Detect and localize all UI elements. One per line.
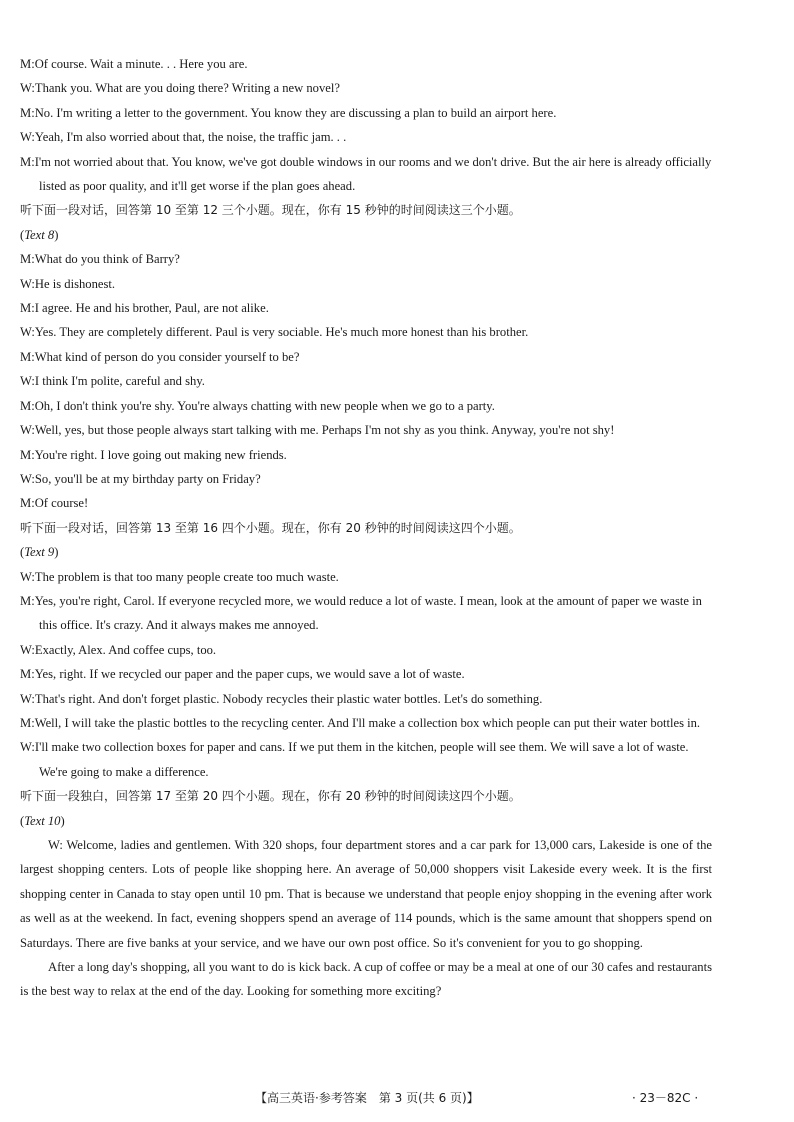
dialogue-line: M:Well, I will take the plastic bottles to the recycling center. And I'll make a collection box which people can put their water bottles in. (20, 715, 701, 730)
speaker-label: M (20, 398, 32, 413)
dialogue-text: Of course. Wait a minute. . . Here you are. (34, 57, 248, 71)
speaker-label: W (20, 740, 32, 755)
speaker-label: M (20, 57, 32, 71)
speaker-label: W (20, 325, 32, 340)
dialogue-text: Yeah, I'm also worried about that, the noise, the traffic jam. . . (34, 130, 347, 145)
dialogue-line: W:I think I'm polite, careful and shy. (20, 374, 205, 389)
dialogue-text: Yes, right. If we recycled our paper and the paper cups, we would save a lot of waste. (34, 667, 465, 682)
dialogue-text: I think I'm polite, careful and shy. (34, 374, 205, 389)
dialogue-line: W:Exactly, Alex. And coffee cups, too. (20, 642, 217, 657)
footer-code: · 23－82C · (632, 1091, 699, 1105)
dialogue-text: Thank you. What are you doing there? Writing a new novel? (34, 81, 340, 96)
dialogue-line: W:He is dishonest. (20, 276, 116, 291)
instruction-text9: 听下面一段对话，回答第 13 至第 16 四个小题。现在，你有 20 秒钟的时间阅读这四个小题。 (20, 520, 521, 535)
text8-dialogue (20, 247, 712, 515)
dialogue-line: M:You're right. I love going out making new friends. (20, 447, 287, 462)
dialogue-text: What kind of person do you consider yourself to be? (34, 349, 300, 364)
dialogue-line: M:Of course! (20, 496, 89, 511)
speaker-label: M (20, 496, 32, 511)
dialogue-text: What do you think of Barry? (34, 252, 180, 267)
speaker-label: W (20, 81, 32, 96)
speaker-label: M (20, 447, 32, 462)
speaker-label: W (20, 642, 32, 657)
dialogue-line: W:Yes. They are completely different. Paul is very sociable. He's much more honest than his brother. (20, 325, 529, 340)
dialogue-text: You're right. I love going out making new friends. (34, 447, 287, 462)
dialogue-text: I'm not worried about that. You know, we've got double windows in our rooms and we don't drive. But the air here is already officially listed as poor quality, and it'll get worse if the plan goes ahead. (34, 154, 712, 194)
dialogue-line: W:Thank you. What are you doing there? Writing a new novel? (20, 81, 340, 96)
dialogue-text: Yes, you're right, Carol. If everyone recycled more, we would reduce a lot of waste. I mean, look at the amount of paper we waste in this office. It's crazy. And it always makes me annoyed. (34, 593, 702, 633)
dialogue-text: Exactly, Alex. And coffee cups, too. (34, 642, 217, 657)
text10-paragraph-2: After a long day's shopping, all you want to do is kick back. A cup of coffee or may be a meal at one of our 30 cafes and restaurants is the best way to relax at the end of the day. Looking for something more exciting? (20, 960, 712, 999)
speaker-label: W (20, 569, 32, 584)
text7-continuation (20, 52, 712, 198)
dialogue-line: M:I agree. He and his brother, Paul, are not alike. (20, 301, 269, 316)
speaker-label: W (20, 691, 32, 706)
dialogue-line: W:So, you'll be at my birthday party on Friday? (20, 471, 261, 486)
dialogue-line: W:I'll make two collection boxes for paper and cans. If we put them in the kitchen, people will see them. We will save a lot of waste. We're going to make a difference. (20, 740, 689, 779)
dialogue-text: Yes. They are completely different. Paul is very sociable. He's much more honest than his brother. (34, 325, 529, 340)
label-text10: (Text 10) (20, 813, 65, 828)
dialogue-line: M:Yes, you're right, Carol. If everyone recycled more, we would reduce a lot of waste. I mean, look at the amount of paper we waste in this office. It's crazy. And it always makes me annoyed. (20, 593, 702, 633)
footer-page-info: 【高三英语·参考答案 第 3 页(共 6 页)】 (255, 1091, 479, 1105)
dialogue-line: M:Oh, I don't think you're shy. You're always chatting with new people when we go to a party. (20, 398, 495, 413)
dialogue-text: Oh, I don't think you're shy. You're always chatting with new people when we go to a party. (34, 398, 495, 413)
dialogue-text: That's right. And don't forget plastic. Nobody recycles their plastic water bottles. Let's do something. (34, 691, 543, 706)
dialogue-text: He is dishonest. (34, 276, 116, 291)
speaker-label: W (20, 276, 32, 291)
text9-dialogue (20, 565, 712, 785)
dialogue-line: M:No. I'm writing a letter to the government. You know they are discussing a plan to build an airport here. (20, 105, 557, 120)
dialogue-line: W:The problem is that too many people create too much waste. (20, 569, 339, 584)
dialogue-line: M:I'm not worried about that. You know, we've got double windows in our rooms and we don't drive. But the air here is already officially listed as poor quality, and it'll get worse if the plan goes ahead. (20, 154, 712, 194)
transcript-content (20, 52, 712, 1004)
label-text8: (Text 8) (20, 227, 59, 242)
speaker-label: M (20, 252, 32, 267)
dialogue-line: M:Of course. Wait a minute. . . Here you are. (20, 57, 248, 71)
dialogue-text: I'll make two collection boxes for paper and cans. If we put them in the kitchen, people will see them. We will save a lot of waste. We're going to make a difference. (34, 740, 689, 779)
text10-paragraph-1: W: Welcome, ladies and gentlemen. With 320 shops, four department stores and a car park for 13,000 cars, Lakeside is one of the largest shopping centers. Lots of people like shopping here. An average of 50,000 shoppers visit Lakeside every week. It is the first shopping center in Canada to stay open until 10 pm. That is because we understand that people enjoy shopping in the evening after work as well as at the weekend. In fact, evening shoppers spend an average of 114 pounds, which is the same amount that shoppers spend on Saturdays. There are five banks at your service, and we have our own post office. So it's convenient for you to go shopping. (20, 838, 712, 950)
dialogue-line: M:What do you think of Barry? (20, 252, 180, 267)
speaker-label: W (20, 471, 32, 486)
dialogue-text: No. I'm writing a letter to the government. You know they are discussing a plan to build an airport here. (34, 105, 557, 120)
speaker-label: M (20, 593, 32, 608)
dialogue-line: M:What kind of person do you consider yourself to be? (20, 349, 300, 364)
dialogue-text: So, you'll be at my birthday party on Friday? (34, 471, 261, 486)
dialogue-line: W:Well, yes, but those people always start talking with me. Perhaps I'm not shy as you think. Anyway, you're not shy! (20, 423, 615, 438)
speaker-label: W (20, 130, 32, 145)
dialogue-text: The problem is that too many people create too much waste. (34, 569, 339, 584)
speaker-label: W (20, 423, 32, 438)
speaker-label: W (20, 374, 32, 389)
dialogue-text: Well, I will take the plastic bottles to the recycling center. And I'll make a collection box which people can put their water bottles in. (34, 715, 701, 730)
label-text9: (Text 9) (20, 545, 59, 560)
instruction-text8: 听下面一段对话，回答第 10 至第 12 三个小题。现在，你有 15 秒钟的时间阅读这三个小题。 (20, 203, 521, 218)
dialogue-text: I agree. He and his brother, Paul, are not alike. (34, 301, 269, 316)
instruction-text10: 听下面一段独白，回答第 17 至第 20 四个小题。现在，你有 20 秒钟的时间阅读这四个小题。 (20, 789, 521, 804)
speaker-label: M (20, 667, 32, 682)
speaker-label: M (20, 301, 32, 316)
dialogue-line: W:Yeah, I'm also worried about that, the noise, the traffic jam. . . (20, 130, 347, 145)
dialogue-text: Of course! (34, 496, 89, 511)
speaker-label: M (20, 154, 32, 169)
speaker-label: M (20, 349, 32, 364)
speaker-label: M (20, 105, 32, 120)
dialogue-line: M:Yes, right. If we recycled our paper and the paper cups, we would save a lot of waste. (20, 667, 465, 682)
dialogue-text: Well, yes, but those people always start talking with me. Perhaps I'm not shy as you think. Anyway, you're not shy! (34, 423, 615, 438)
page-footer (0, 1089, 794, 1111)
dialogue-line: W:That's right. And don't forget plastic. Nobody recycles their plastic water bottles. Let's do something. (20, 691, 543, 706)
speaker-label: M (20, 715, 32, 730)
